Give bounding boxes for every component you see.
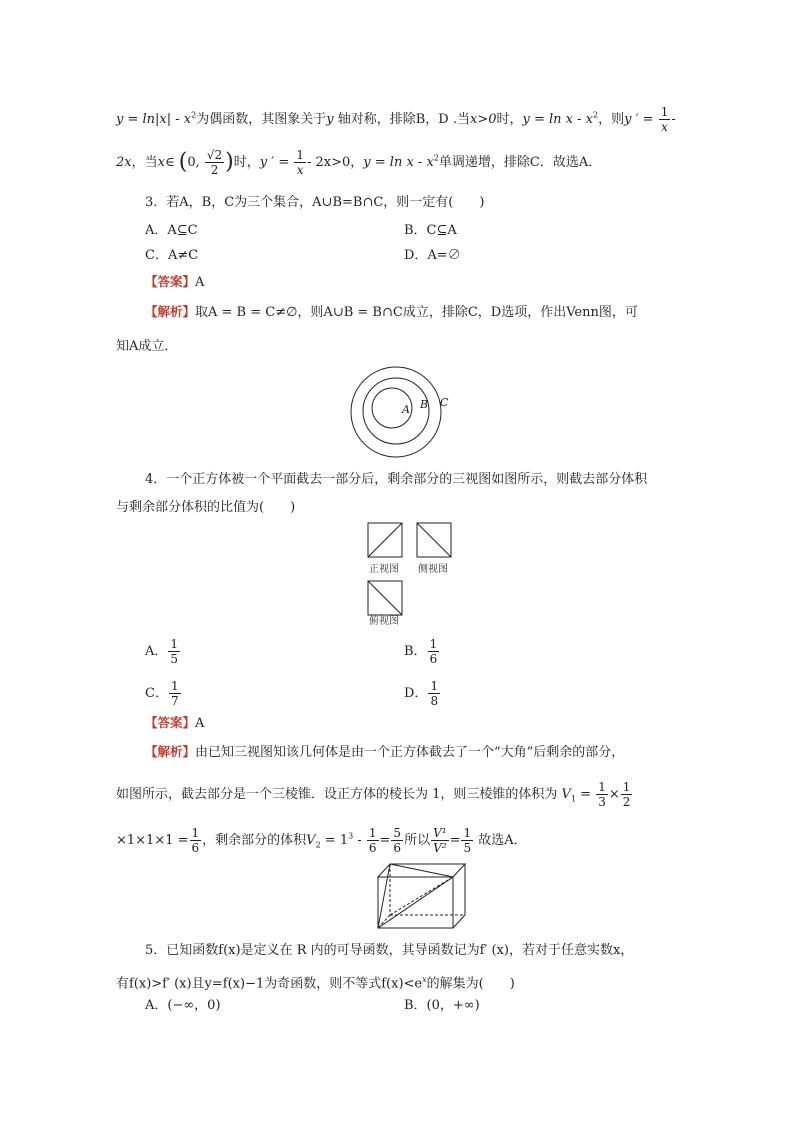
analysis-tag: 【解析】 — [145, 304, 196, 319]
prev-solution-line-1: $y = \ln|x| - x^2$为偶函数，其图象关于y 轴对称，排除B，D .当x>0时，$y = \ln x - x^2$，则y ′ = $\frac{1}{x}$ - — [116, 105, 676, 134]
top-view-label: 俯视图 — [369, 616, 399, 627]
q4-analysis-3: ×1×1×1 = $\frac{1}{6}$ ，剩余部分的体积$V_2 = 1^3$ - $\frac{1}{6}$ = $\frac{5}{6}$ 所以 $\frac{\text{V¹}}{\text{V²}}$ = $\frac{1}{5}$ 故选A． — [116, 826, 527, 855]
q3-analysis-2: 知A成立． — [116, 339, 178, 354]
q4-option-d: D． $\frac{1}{8}$ — [404, 679, 439, 708]
q4-analysis-2: 如图所示，截去部分是一个三棱锥．设正方体的棱长为 1，则三棱锥的体积为 $V_1$ = $\frac{1}{3}$ × $\frac{1}{2}$ — [116, 780, 631, 809]
q3-option-b: B．C⊆A — [404, 223, 457, 238]
answer-tag: 【答案】 — [145, 715, 196, 730]
q3-option-c: C．A≠C — [145, 248, 199, 263]
q3-answer: 【答案】A — [145, 274, 205, 290]
answer-tag: 【答案】 — [145, 274, 196, 289]
q4-option-a: A． $\frac{1}{5}$ — [145, 637, 179, 666]
venn-label-b: B — [420, 398, 429, 411]
venn-label-c: C — [440, 396, 449, 409]
q4-stem-2: 与剩余部分体积的比值为( ) — [116, 500, 296, 515]
fraction-1-over-x-2: $\frac{1}{x}$ — [296, 148, 304, 177]
interval-0-sqrt2-over-2: ( — [178, 149, 188, 175]
q5-stem-1: 5．已知函数f(x)是定义在 R 内的可导函数，其导函数记为f′ (x)，若对于任意实数x， — [145, 943, 634, 958]
q4-answer: 【答案】A — [145, 715, 205, 731]
q4-option-c: C． $\frac{1}{7}$ — [145, 679, 179, 708]
venn-diagram — [334, 366, 458, 458]
cube-diagram — [376, 861, 468, 931]
q3-option-a: A．A⊆C — [145, 223, 198, 238]
venn-label-a: A — [402, 403, 410, 416]
side-view-label: 侧视图 — [418, 564, 448, 575]
prev-solution-line-2: 2x，当x∈ (0, $\frac{√2}{2}$ )时，y ′ = $\frac{1}{x}$ - 2x>0，$y = \ln x - x^2$单调递增，排除C．故选A． — [116, 148, 602, 177]
q3-analysis-1: 【解析】取A = B = C≠∅，则A∪B = B∩C成立，排除C，D选项，作出Venn图，可 — [145, 304, 638, 320]
q4-analysis-1: 【解析】由已知三视图知该几何体是由一个正方体截去了一个“大角”后剩余的部分， — [145, 744, 625, 760]
q3-stem: 3．若A，B，C为三个集合，A∪B=B∩C，则一定有( ) — [145, 195, 485, 210]
front-view-label: 正视图 — [369, 564, 399, 575]
q4-option-b: B． $\frac{1}{6}$ — [404, 637, 438, 666]
analysis-tag: 【解析】 — [145, 744, 196, 759]
q4-stem-1: 4．一个正方体被一个平面截去一部分后，剩余部分的三视图如图所示，则截去部分体积 — [145, 472, 648, 487]
q5-option-b: B．(0，+∞) — [404, 998, 480, 1013]
q5-stem-2: 有f(x)>f′ (x)且y=f(x)−1为奇函数，则不等式$f(x)<e^x$的解集为( ) — [116, 975, 515, 992]
fraction-1-over-x: $\frac{1}{x}$ — [660, 105, 669, 134]
q3-option-d: D．A=∅ — [404, 248, 461, 263]
q5-option-a: A．(−∞，0) — [145, 998, 221, 1013]
fraction-sqrt2-over-2: $\frac{√2}{2}$ — [206, 148, 223, 177]
